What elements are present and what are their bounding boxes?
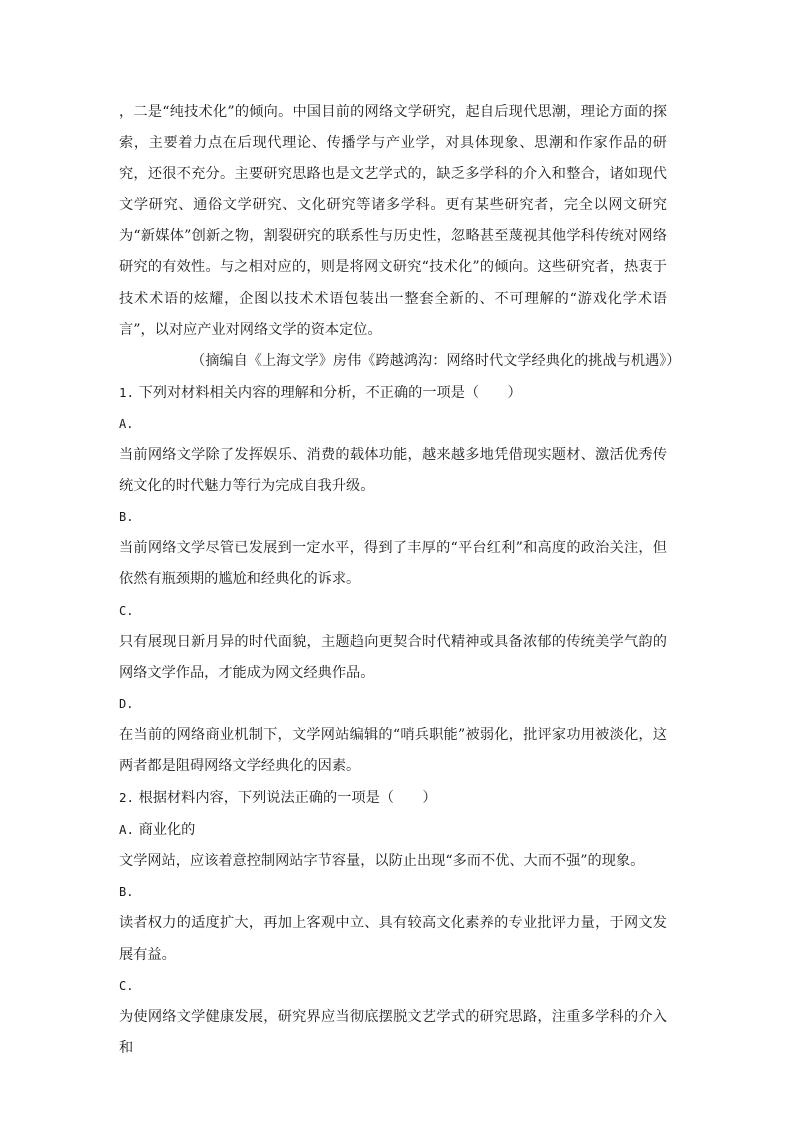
option-text: 在当前的网络商业机制下，文学网站编辑的“哨兵职能”被弱化，批评家功用被淡化，这两者都是阻碍网络文学经典化的因素。 (119, 726, 667, 774)
option-letter: C. (119, 978, 134, 993)
option-text: 为使网络文学健康发展，研究界应当彻底摆脱文艺学式的研究思路，注重多学科的介入和 (119, 1008, 667, 1056)
document-page (119, 97, 681, 1064)
option-letter: D. (119, 696, 134, 711)
question-number: 2. (119, 790, 135, 806)
question-1-stem: 1. 下列对材料相关内容的理解和分析，不正确的一项是（ ） (119, 384, 522, 401)
option-letter: B. (119, 885, 134, 900)
option-text: 当前网络文学除了发挥娱乐、消费的载体功能，越来越多地凭借现实题材、激活优秀传统文化的时代魅力等行为完成自我升级。 (119, 447, 667, 495)
option-letter: B. (119, 510, 134, 525)
intro-paragraph: ，二是“纯技术化”的倾向。中国目前的网络文学研究，起自后现代思潮，理论方面的探索，主要着力点在后现代理论、传播学与产业学，对具体现象、思潮和作家作品的研究，还很不充分。主要研究思路也是文艺学式的，缺乏多学科的介入和整合，诸如现代文学研究、通俗文学研究、文化研究等诸多学科。更有某些研究者，完全以网文研究为“新媒体”创新之物，割裂研究的联系性与历史性，忽略甚至蔑视其他学科传统对网络研究的有效性。与之相对应的，则是将网文研究“技术化”的倾向。这些研究者，热衷于技术术语的炫耀，企图以技术术语包装出一整套全新的、不可理解的“游戏化学术语言”，以对应产业对网络文学的资本定位。 (119, 104, 667, 338)
question-2-stem: 2. 根据材料内容，下列说法正确的一项是（ ） (119, 790, 437, 807)
option-letter: A. (119, 416, 134, 431)
option-text: 读者权力的适度扩大，再加上客观中立、具有较高文化素养的专业批评力量，于网文发展有益。 (119, 915, 667, 963)
option-text: 文学网站，应该着意控制网站字节容量，以防止出现“多而不优、大而不强”的现象。 (119, 853, 645, 870)
question-number: 1. (119, 384, 135, 400)
option-letter: C. (119, 603, 134, 618)
option-text: 当前网络文学尽管已发展到一定水平，得到了丰厚的“平台红利”和高度的政治关注，但依然有瓶颈期的尴尬和经典化的诉求。 (119, 540, 667, 588)
option-text: 只有展现日新月异的时代面貌，主题趋向更契合时代精神或具备浓郁的传统美学气韵的网络文学作品，才能成为网文经典作品。 (119, 633, 667, 681)
option-letter-with-prefix: A. 商业化的 (119, 822, 196, 839)
source-citation: （摘编自《上海文学》房伟《跨越鸿沟：网络时代文学经典化的挑战与机遇》） (191, 352, 681, 369)
